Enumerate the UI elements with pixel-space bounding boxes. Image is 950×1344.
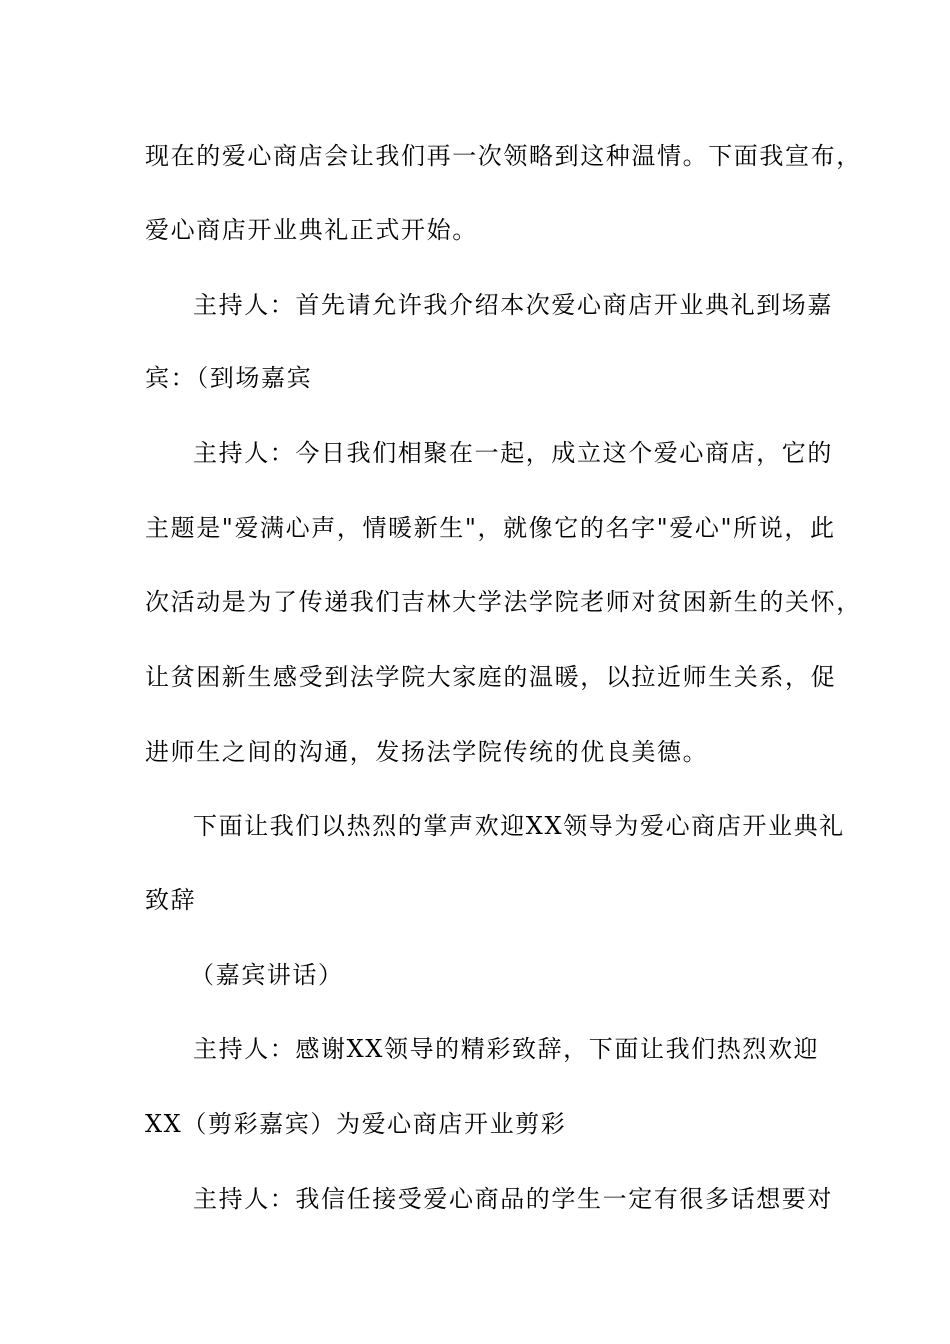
paragraph-line: 主题是"爱满心声，情暖新生"，就像它的名字"爱心"所说，此 [145,514,836,542]
paragraph-line: 进师生之间的沟通，发扬法学院传统的优良美德。 [145,738,709,766]
paragraph-line: 现在的爱心商店会让我们再一次领略到这种温情。下面我宣布， [145,142,862,170]
paragraph-line: 次活动是为了传递我们吉林大学法学院老师对贫困新生的关怀， [145,588,862,616]
paragraph-line: （嘉宾讲话） [190,961,344,989]
paragraph-line: 主持人：首先请允许我介绍本次爱心商店开业典礼到场嘉 [193,291,833,319]
paragraph-line: 宾：（到场嘉宾 [145,364,313,392]
paragraph-line: 爱心商店开业典礼正式开始。 [145,216,478,244]
paragraph-line: 主持人：今日我们相聚在一起，成立这个爱心商店，它的 [193,439,833,467]
paragraph-line: 主持人：我信任接受爱心商品的学生一定有很多话想要对 [193,1185,833,1213]
paragraph-line: 让贫困新生感受到法学院大家庭的温暖，以拉近师生关系，促 [145,663,837,691]
paragraph-line: XX（剪彩嘉宾）为爱心商店开业剪彩 [145,1110,567,1138]
paragraph-line: 下面让我们以热烈的掌声欢迎XX领导为爱心商店开业典礼 [193,812,845,840]
paragraph-line: 主持人：感谢XX领导的精彩致辞，下面让我们热烈欢迎 [193,1035,820,1063]
paragraph-line: 致辞 [145,886,197,914]
